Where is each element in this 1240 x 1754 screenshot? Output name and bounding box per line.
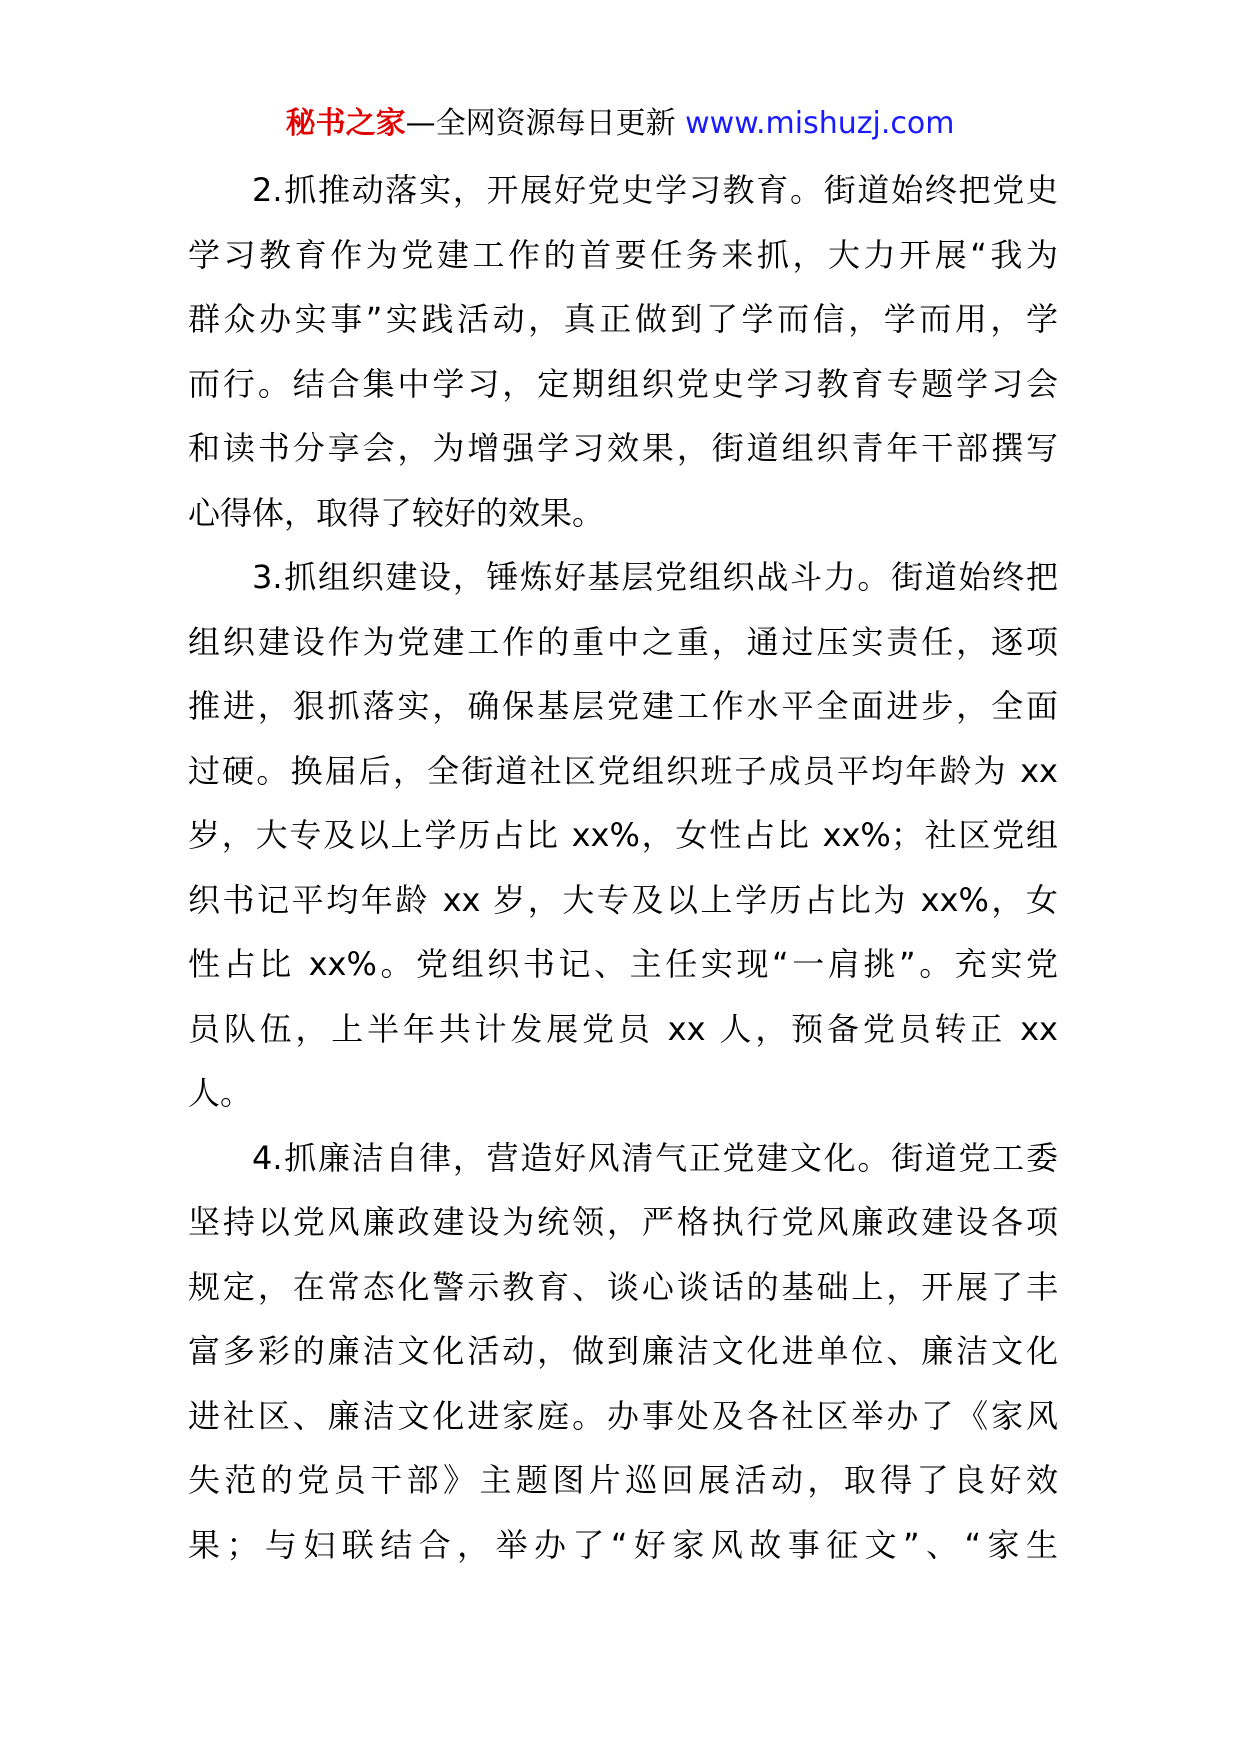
paragraph-line: 2.抓推动落实，开展好党史学习教育。街道始终把党史 <box>252 171 1058 209</box>
site-header <box>0 104 1240 144</box>
paragraph-line: 4.抓廉洁自律，营造好风清气正党建文化。街道党工委 <box>252 1138 1058 1177</box>
paragraph-line: 性占比 xx%。党组织书记、主任实现“一肩挑”。充实党 <box>188 945 1058 983</box>
paragraph-4 <box>188 1126 1058 1578</box>
paragraph-line: 推进，狠抓落实，确保基层党建工作水平全面进步，全面 <box>188 687 1058 725</box>
paragraph-line: 岁，大专及以上学历占比 xx%，女性占比 xx%；社区党组 <box>188 816 1058 854</box>
paragraph-line: 规定，在常态化警示教育、谈心谈话的基础上，开展了丰 <box>188 1267 1058 1306</box>
paragraph-line: 果；与妇联结合，举办了“好家风故事征文”、“家生 <box>188 1525 1058 1564</box>
paragraph-line: 学习教育作为党建工作的首要任务来抓，大力开展“我为 <box>188 235 1058 274</box>
paragraph-line: 而行。结合集中学习，定期组织党史学习教育专题学习会 <box>188 364 1058 403</box>
paragraph-line: 坚持以党风廉政建设为统领，严格执行党风廉政建设各项 <box>188 1203 1058 1241</box>
paragraph-line: 失范的党员干部》主题图片巡回展活动，取得了良好效 <box>188 1461 1058 1499</box>
paragraph-2 <box>188 158 1058 545</box>
paragraph-line: 进社区、廉洁文化进家庭。办事处及各社区举办了《家风 <box>188 1396 1058 1435</box>
website-link[interactable]: www.mishuzj.com <box>685 106 955 141</box>
paragraph-line: 3.抓组织建设，锤炼好基层党组织战斗力。街道始终把 <box>252 558 1058 596</box>
paragraph-line: 群众办实事”实践活动，真正做到了学而信，学而用，学 <box>188 300 1058 338</box>
brand-name: 秘书之家 <box>285 106 406 141</box>
paragraph-line: 心得体，取得了较好的效果。 <box>188 493 605 532</box>
paragraph-line: 组织建设作为党建工作的重中之重，通过压实责任，逐项 <box>188 622 1058 661</box>
paragraph-line: 人。 <box>188 1074 253 1112</box>
paragraph-line: 富多彩的廉洁文化活动，做到廉洁文化进单位、廉洁文化 <box>188 1332 1058 1370</box>
document-body <box>188 158 1058 1577</box>
paragraph-line: 员队伍，上半年共计发展党员 xx 人，预备党员转正 xx <box>188 1009 1058 1048</box>
paragraph-line: 过硬。换届后，全街道社区党组织班子成员平均年龄为 xx <box>188 751 1058 790</box>
paragraph-line: 织书记平均年龄 xx 岁，大专及以上学历占比为 xx%，女 <box>188 880 1058 919</box>
paragraph-3 <box>188 545 1058 1126</box>
paragraph-line: 和读书分享会，为增强学习效果，街道组织青年干部撰写 <box>188 429 1058 467</box>
header-tagline: —全网资源每日更新 <box>405 106 676 141</box>
